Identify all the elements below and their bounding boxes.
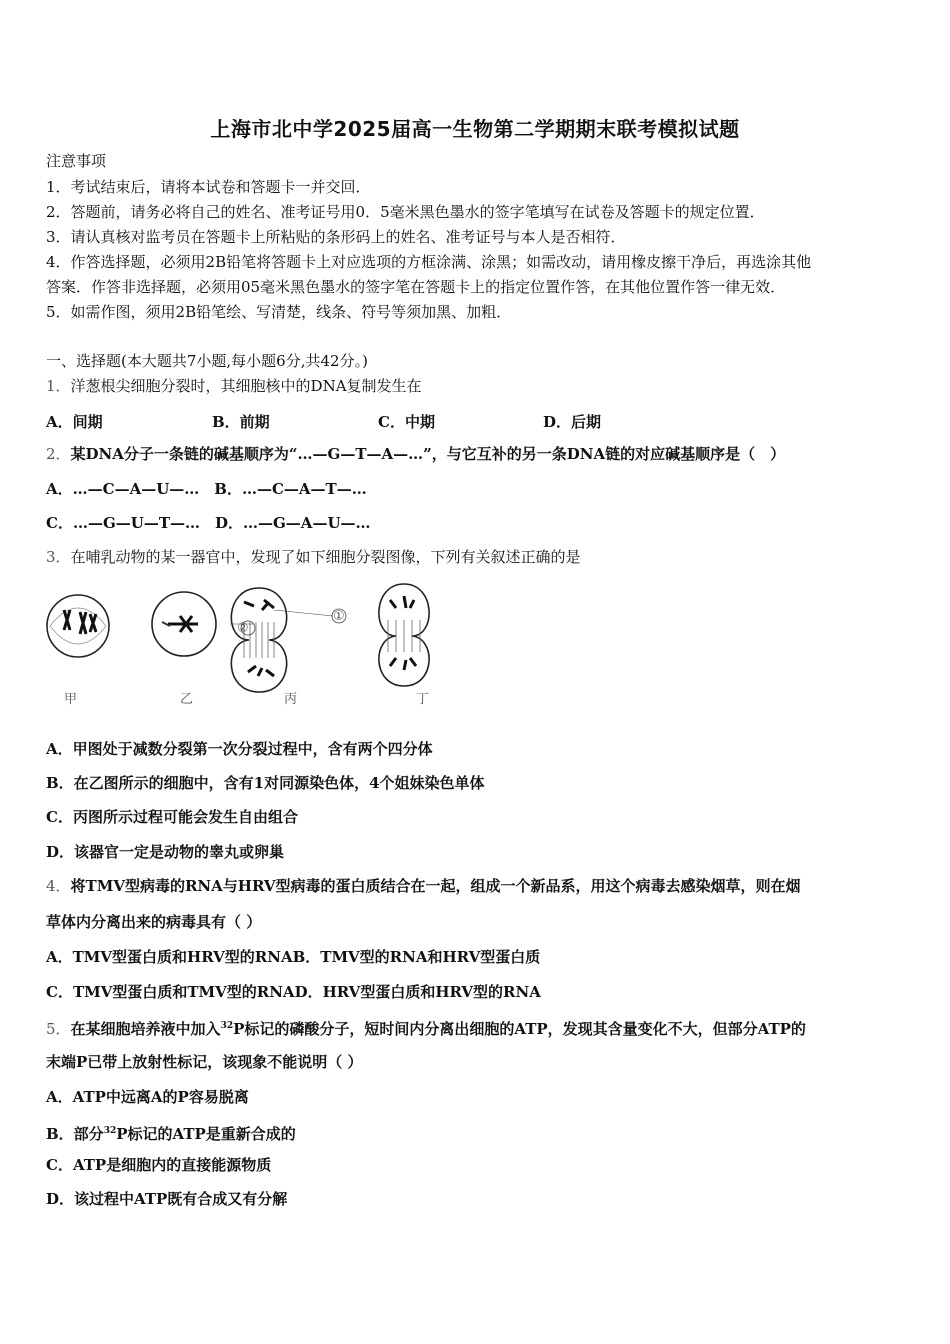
q2-options-row-1: A．…—C—A—U—… B．…—C—A—T—… [46, 480, 367, 498]
notice-heading: 注意事项 [46, 152, 107, 170]
q3-option-a: A．甲图处于减数分裂第一次分裂过程中，含有两个四分体 [46, 740, 433, 758]
notice-item: 1．考试结束后，请将本试卷和答题卡一并交回． [46, 178, 371, 196]
q1-option-a: A．间期 [46, 413, 103, 431]
circle-label-2: ② [237, 621, 249, 636]
superscript: 32 [103, 1126, 117, 1136]
q5-option-c: C．ATP是细胞内的直接能源物质 [46, 1156, 272, 1174]
question-number: 3． [46, 548, 71, 566]
label-jia: 甲 [64, 692, 78, 707]
label-yi: 乙 [180, 692, 194, 707]
q4-options-row-2: C．TMV型蛋白质和TMV型的RNAD．HRV型蛋白质和HRV型的RNA [46, 983, 541, 1001]
cell-yi [152, 592, 216, 656]
q3-option-c: C．丙图所示过程可能会发生自由组合 [46, 808, 298, 826]
notice-item: 4．作答选择题，必须用2B铅笔将答题卡上对应选项的方框涂满、涂黑；如需改动，请用橡皮擦干净后，再选涂其他 [46, 253, 812, 271]
question-stem: 洋葱根尖细胞分裂时，其细胞核中的DNA复制发生在 [70, 377, 422, 395]
question-stem: 在哺乳动物的某一器官中，发现了如下细胞分裂图像，下列有关叙述正确的是 [70, 548, 581, 566]
option-text: B．部分 [46, 1125, 104, 1143]
cell-division-figure [44, 580, 454, 710]
question-stem: 将TMV型病毒的RNA与HRV型病毒的蛋白质结合在一起，组成一个新品系，用这个病毒去感染烟草，则在烟 [70, 877, 801, 895]
question-stem-part: P标记的磷酸分子，短时间内分离出细胞的ATP，发现其含量变化不大，但部分ATP的 [233, 1020, 806, 1038]
q1-option-c: C．中期 [378, 413, 435, 431]
question-number: 2． [46, 445, 71, 463]
cell-ding [379, 584, 429, 686]
question-stem: 某DNA分子一条链的碱基顺序为“…—G—T—A—…”，与它互补的另一条DNA链的对应碱基顺序是（ ） [70, 445, 786, 463]
page-title: 上海市北中学2025届高一生物第二学期期末联考模拟试题 [210, 117, 740, 141]
q5-option-a: A．ATP中远离A的P容易脱离 [46, 1088, 249, 1106]
notice-item: 3．请认真核对监考员在答题卡上所粘贴的条形码上的姓名、准考证号与本人是否相符． [46, 228, 626, 246]
q3-option-b: B．在乙图所示的细胞中，含有1对同源染色体，4个姐妹染色单体 [46, 774, 485, 792]
label-ding: 丁 [416, 692, 430, 707]
option-text: P标记的ATP是重新合成的 [116, 1125, 296, 1143]
question-1 [46, 377, 422, 395]
notice-item: 答案．作答非选择题，必须用05毫米黑色墨水的签字笔在答题卡上的指定位置作答，在其他位置作答一律无效． [46, 278, 786, 296]
cell-jia [47, 595, 109, 657]
section-heading: 一、选择题(本大题共7小题,每小题6分,共42分。) [46, 352, 368, 370]
q1-option-b: B．前期 [212, 413, 270, 431]
q3-option-d: D．该器官一定是动物的睾丸或卵巢 [46, 843, 285, 861]
superscript: 32 [220, 1021, 234, 1031]
label-bing: 丙 [284, 692, 298, 707]
notice-item: 2．答题前，请务必将自己的姓名、准考证号用0．5毫米黑色墨水的签字笔填写在试卷及答题卡的规定位置． [46, 203, 765, 221]
q4-options-row-1: A．TMV型蛋白质和HRV型的RNAB．TMV型的RNA和HRV型蛋白质 [46, 948, 541, 966]
circle-label-1: ① [333, 609, 345, 624]
notice-item: 5．如需作图，须用2B铅笔绘、写清楚，线条、符号等须加黑、加粗． [46, 303, 512, 321]
q5-option-d: D．该过程中ATP既有合成又有分解 [46, 1190, 288, 1208]
question-4-continued: 草体内分离出来的病毒具有（ ） [46, 913, 262, 931]
q5-option-b [46, 1122, 296, 1143]
q1-option-d: D．后期 [543, 413, 602, 431]
cell-bing [230, 588, 346, 692]
question-2 [46, 445, 785, 463]
q2-options-row-2: C．…—G—U—T—… D．…—G—A—U—… [46, 514, 371, 532]
question-stem-part: 在某细胞培养液中加入 [70, 1020, 221, 1038]
question-5 [46, 1017, 806, 1038]
question-5-continued: 末端P已带上放射性标记，该现象不能说明（ ） [46, 1053, 363, 1071]
question-number: 1． [46, 377, 71, 395]
question-number: 5． [46, 1020, 71, 1038]
question-4 [46, 877, 801, 895]
question-3 [46, 548, 581, 566]
question-number: 4． [46, 877, 71, 895]
